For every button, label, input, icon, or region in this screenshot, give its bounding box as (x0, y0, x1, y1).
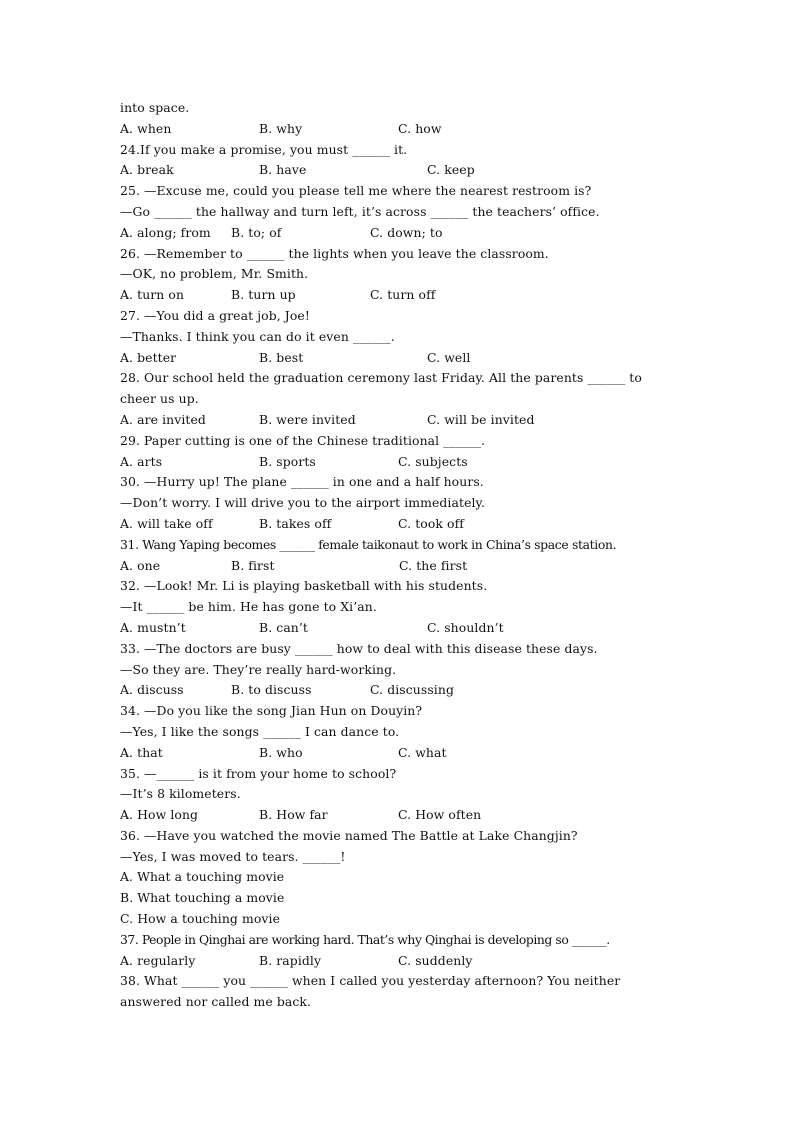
q37-stem: 37. People in Qinghai are working hard. That’s why Qinghai is developing so ______. (120, 931, 610, 947)
q34-option-a: A. that (120, 744, 163, 760)
q33-option-c: C. discussing (370, 682, 454, 698)
q33-reply: —So they are. They’re really hard-working. (120, 661, 397, 677)
q33-option-a: A. discuss (120, 682, 184, 698)
q30-option-a: A. will take off (120, 515, 213, 531)
q26-option-a: A. turn on (120, 287, 185, 303)
q36-option-c: C. How a touching movie (120, 911, 281, 927)
q28-option-b: B. were invited (259, 411, 356, 427)
q36-option-a: A. What a touching movie (120, 869, 285, 885)
q25-stem: 25. —Excuse me, could you please tell me where the nearest restroom is? (120, 183, 592, 199)
q31-option-b: B. first (231, 557, 275, 573)
q30-option-c: C. took off (398, 515, 464, 531)
q27-option-b: B. best (259, 349, 304, 365)
q29-option-a: A. arts (120, 453, 163, 469)
q32-reply: —It ______ be him. He has gone to Xi’an. (120, 599, 377, 615)
exam-page (120, 98, 690, 1013)
q33-options (120, 680, 690, 701)
q31-option-a: A. one (120, 557, 161, 573)
q32-option-b: B. can’t (259, 619, 309, 635)
q26-stem: 26. —Remember to ______ the lights when you leave the classroom. (120, 245, 549, 261)
q35-options (120, 805, 690, 826)
q32-option-c: C. shouldn’t (427, 619, 504, 635)
q29-stem: 29. Paper cutting is one of the Chinese traditional ______. (120, 432, 486, 448)
q37-option-a: A. regularly (120, 952, 196, 968)
q36-option-b: B. What touching a movie (120, 890, 285, 906)
q29-options (120, 452, 690, 473)
q29-option-b: B. sports (259, 453, 316, 469)
q30-reply: —Don’t worry. I will drive you to the airport immediately. (120, 495, 486, 511)
q37-option-b: B. rapidly (259, 952, 322, 968)
q31-option-c: C. the first (399, 557, 468, 573)
q34-option-c: C. what (398, 744, 447, 760)
q32-option-a: A. mustn’t (120, 619, 186, 635)
q36-stem: 36. —Have you watched the movie named The Battle at Lake Changjin? (120, 827, 578, 843)
q35-stem: 35. —______ is it from your home to school? (120, 765, 397, 781)
q38-stem: 38. What ______ you ______ when I called you yesterday afternoon? You neither (120, 973, 621, 989)
q26-option-c: C. turn off (370, 287, 436, 303)
q28-stem-continuation: cheer us up. (120, 391, 199, 407)
q34-options (120, 743, 690, 764)
q34-stem: 34. —Do you like the song Jian Hun on Douyin? (120, 703, 423, 719)
q38-stem-continuation: answered nor called me back. (120, 994, 312, 1010)
q26-options (120, 285, 690, 306)
q23-option-c: C. how (398, 120, 442, 136)
q24-options (120, 160, 690, 181)
q28-option-c: C. will be invited (427, 411, 535, 427)
q32-stem: 32. —Look! Mr. Li is playing basketball with his students. (120, 578, 488, 594)
q27-stem: 27. —You did a great job, Joe! (120, 307, 310, 323)
q33-option-b: B. to discuss (231, 682, 312, 698)
q33-stem: 33. —The doctors are busy ______ how to deal with this disease these days. (120, 640, 598, 656)
q28-option-a: A. are invited (120, 411, 206, 427)
q30-options (120, 514, 690, 535)
q37-options (120, 951, 690, 972)
q24-option-c: C. keep (427, 162, 475, 178)
q24-stem: 24.If you make a promise, you must ______ it. (120, 141, 408, 157)
q35-option-c: C. How often (398, 807, 482, 823)
q25-option-a: A. along; from (120, 224, 211, 240)
q23-option-b: B. why (259, 120, 303, 136)
q34-reply: —Yes, I like the songs ______ I can dance to. (120, 723, 400, 739)
q30-option-b: B. takes off (259, 515, 332, 531)
q24-option-b: B. have (259, 162, 307, 178)
q28-options (120, 410, 690, 431)
q35-option-b: B. How far (259, 807, 328, 823)
q23-option-a: A. when (120, 120, 172, 136)
q37-option-c: C. suddenly (398, 952, 473, 968)
q24-option-a: A. break (120, 162, 174, 178)
q35-reply: —It’s 8 kilometers. (120, 786, 241, 802)
q23-continuation: into space. (120, 100, 190, 115)
q27-option-a: A. better (120, 349, 177, 365)
q25-option-c: C. down; to (370, 224, 443, 240)
q25-reply: —Go ______ the hallway and turn left, it’s across ______ the teachers’ office. (120, 203, 600, 219)
q27-reply: —Thanks. I think you can do it even ______. (120, 328, 395, 344)
q32-options (120, 618, 690, 639)
q30-stem: 30. —Hurry up! The plane ______ in one and a half hours. (120, 474, 484, 490)
q27-options (120, 348, 690, 369)
q36-reply: —Yes, I was moved to tears. ______! (120, 848, 346, 864)
q29-option-c: C. subjects (398, 453, 468, 469)
q27-option-c: C. well (427, 349, 471, 365)
q23-options (120, 119, 690, 140)
q31-stem: 31. Wang Yaping becomes ______ female taikonaut to work in China’s space station. (120, 536, 617, 552)
q35-option-a: A. How long (120, 807, 199, 823)
q25-options (120, 223, 690, 244)
q25-option-b: B. to; of (231, 224, 282, 240)
q34-option-b: B. who (259, 744, 303, 760)
q26-option-b: B. turn up (231, 287, 296, 303)
q26-reply: —OK, no problem, Mr. Smith. (120, 266, 309, 282)
q28-stem: 28. Our school held the graduation ceremony last Friday. All the parents ______ to (120, 370, 642, 386)
q31-options (120, 556, 690, 577)
